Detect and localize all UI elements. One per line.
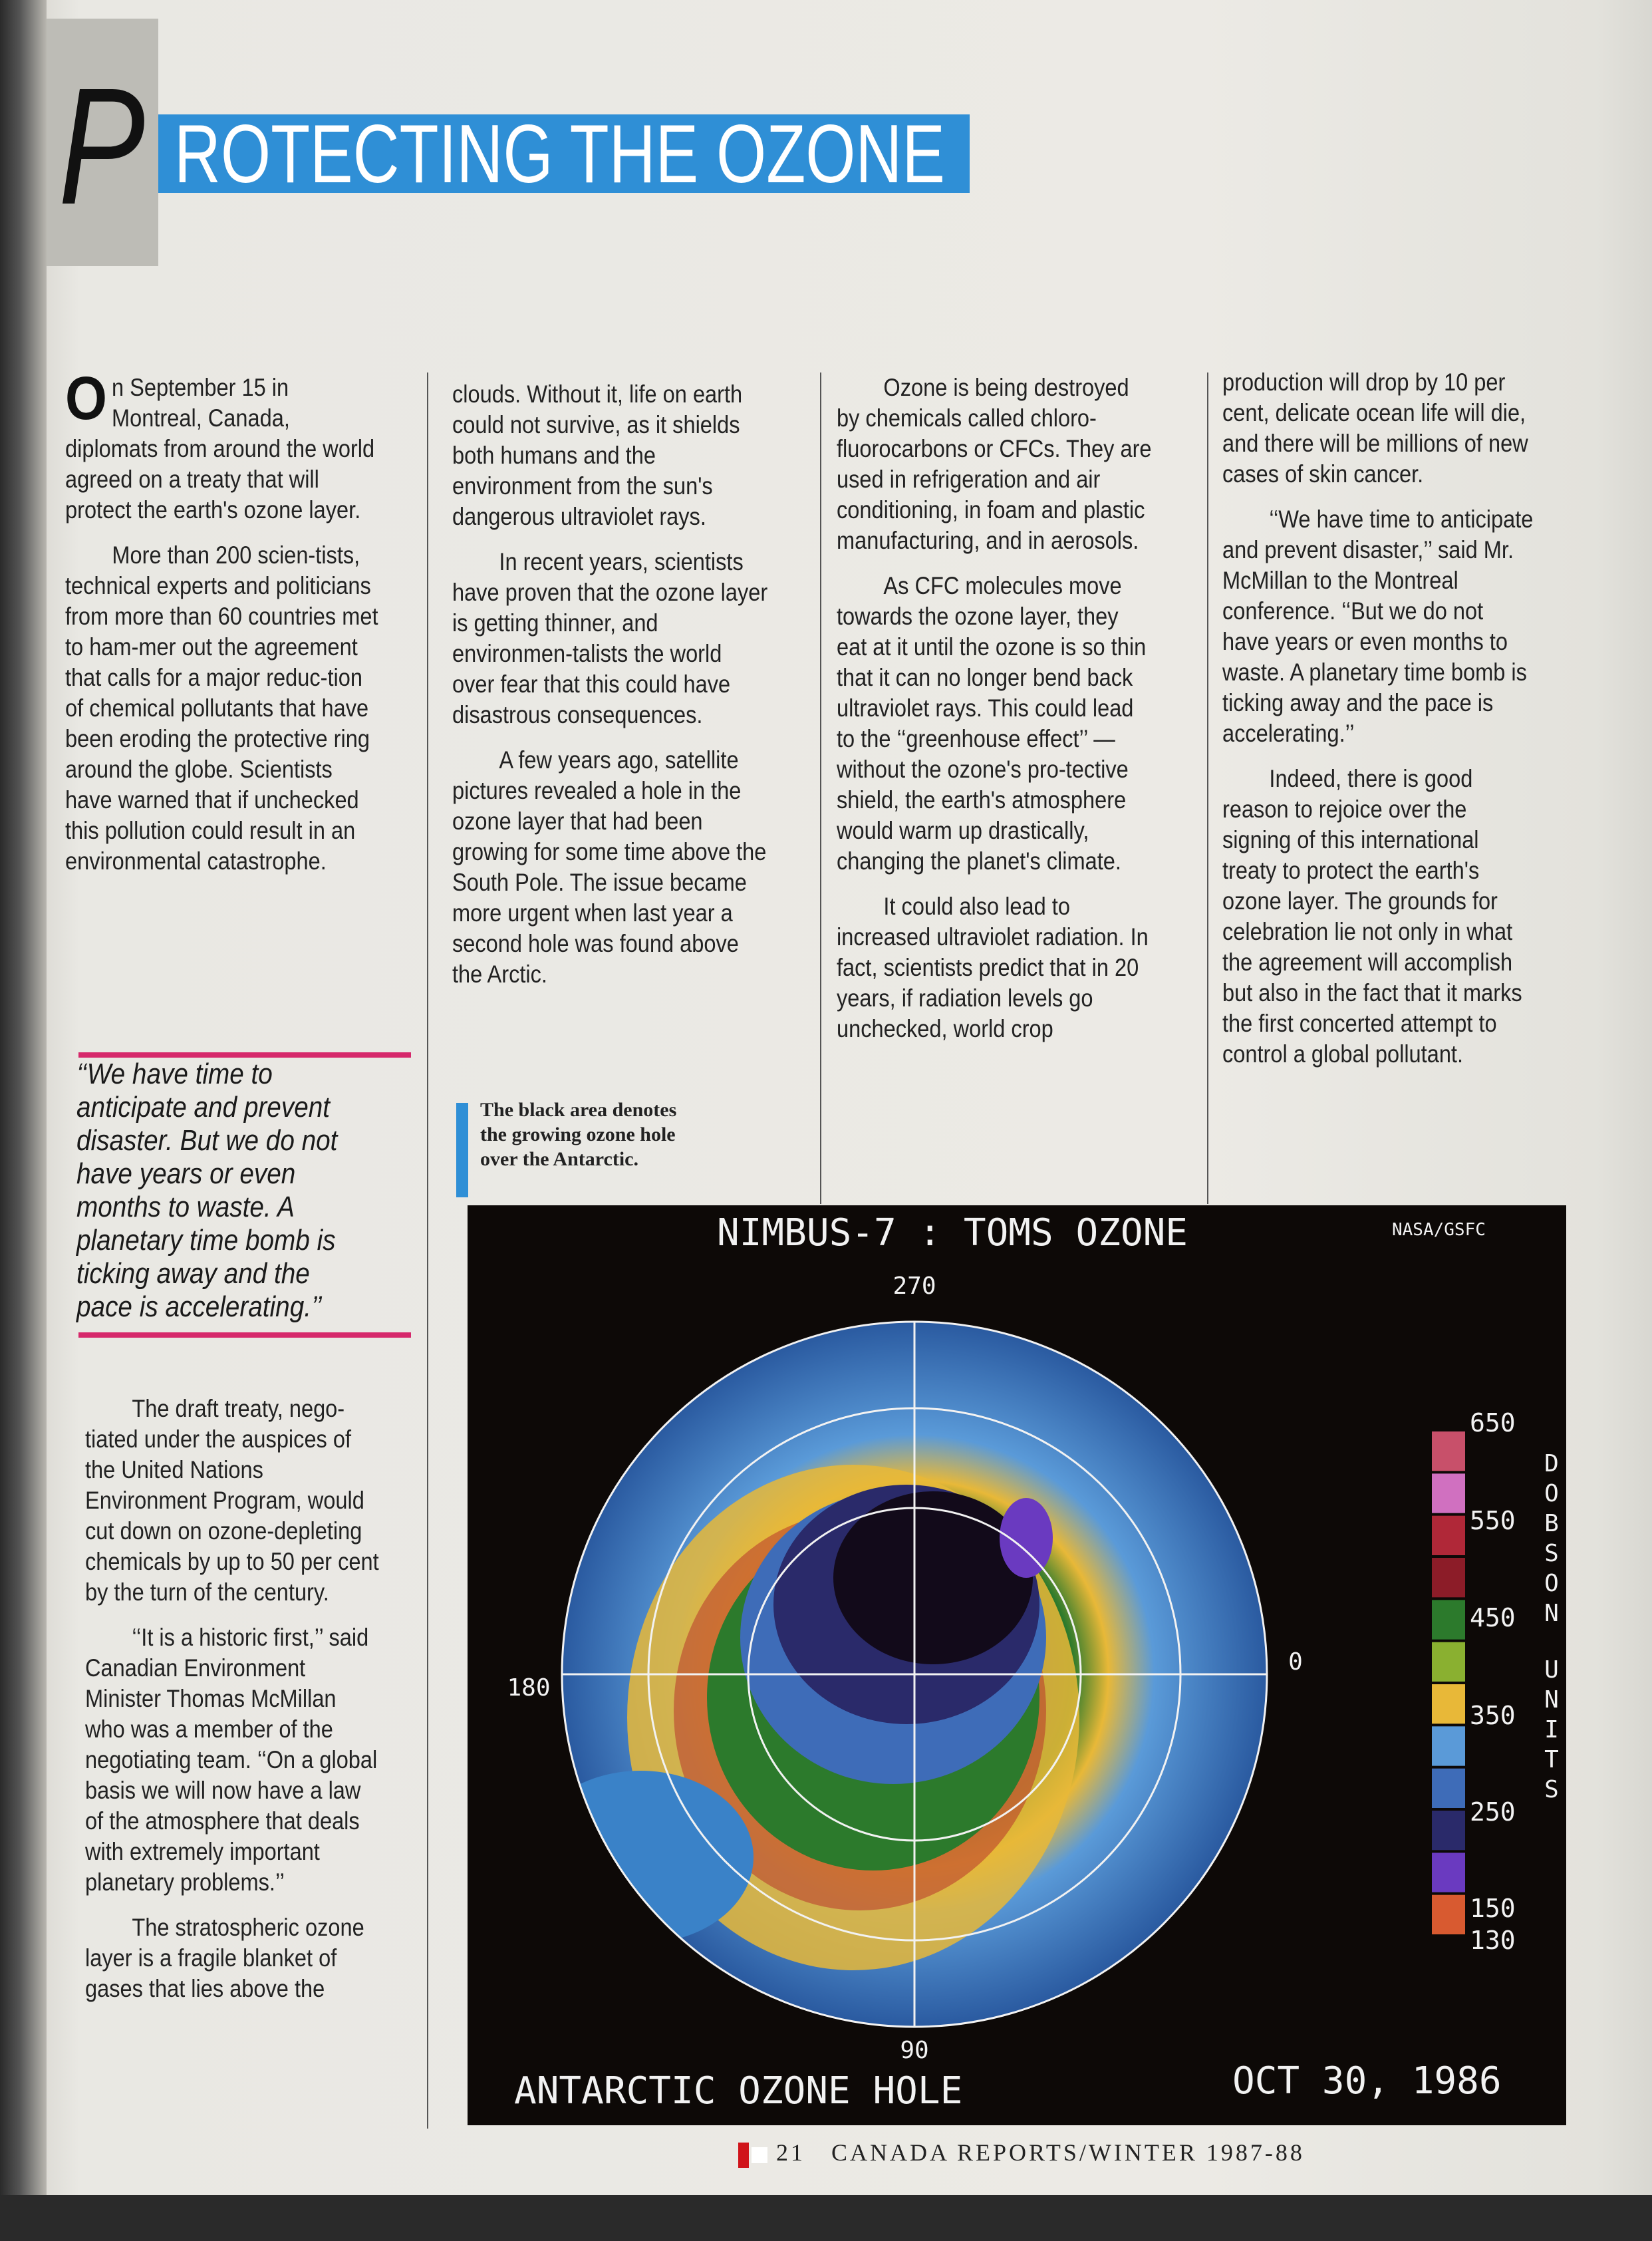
figure-caption-left: ANTARCTIC OZONE HOLE <box>514 2069 963 2113</box>
col4-paragraph-3: Indeed, there is good reason to rejoice over the signing of this international treaty to protect the earth's ozone layer. The grounds for celebration lie not only in what the agreement will accomplish but also in the fact that it marks the first concerted attempt to control a global pollutant. <box>1222 765 1522 1068</box>
column-1-top <box>65 365 378 891</box>
scale-tick-350: 350 <box>1470 1701 1516 1730</box>
col2-paragraph-3: A few years ago, satellite pictures revealed a hole in the ozone layer that had been growing for some time above the South Pole. The issue became more urgent when last year a second hole was found above the Arctic. <box>452 746 767 988</box>
scale-swatch <box>1432 1473 1465 1513</box>
scale-swatch <box>1432 1431 1465 1471</box>
column-divider-3 <box>1207 373 1208 1204</box>
ozone-satellite-image <box>468 1205 1566 2125</box>
scale-tick-550: 550 <box>1470 1506 1516 1535</box>
scale-tick-150: 150 <box>1470 1894 1516 1923</box>
page-title: ROTECTING THE OZONE <box>174 108 945 200</box>
footer-red-mark <box>738 2143 749 2168</box>
scale-tick-250: 250 <box>1470 1797 1516 1827</box>
scale-unit-label: D O B S O N U N I T S <box>1544 1450 1559 1803</box>
ozone-map-graphic <box>468 1205 1566 2125</box>
scale-tick-650: 650 <box>1470 1408 1516 1437</box>
col3-paragraph-2: As CFC molecules move towards the ozone layer, they eat at it until the ozone is so thin that it can no longer bend back ultraviolet rays. This could lead to the ‘‘greenhouse effect’’ — without the ozone's pro-tective shield, the earth's atmosphere would warm up drastically, changing the planet's climate. <box>837 572 1147 875</box>
col1-paragraph-1-text: n September 15 in Montreal, Canada, diplomats from around the world agreed on a treaty that will protect the earth's ozone layer. <box>65 374 375 523</box>
column-3 <box>837 373 1153 1059</box>
scale-swatch <box>1432 1726 1465 1765</box>
scale-swatch <box>1432 1811 1465 1850</box>
publication-name: CANADA REPORTS/WINTER 1987-88 <box>831 2139 1305 2166</box>
scale-swatch <box>1432 1895 1465 1934</box>
col4-paragraph-1: production will drop by 10 per cent, delicate ocean life will die, and there will be millions of new cases of skin cancer. <box>1222 369 1528 488</box>
binding-gutter <box>0 0 47 2241</box>
column-1-bottom <box>85 1394 380 2019</box>
col4-paragraph-2: ‘‘We have time to anticipate and prevent disaster,’’ said Mr. McMillan to the Montreal conference. ‘‘But we do not have years or even months to waste. A planetary time bomb is ticking away and the pace is accelerating.’’ <box>1222 506 1534 747</box>
column-divider-2 <box>820 373 821 1204</box>
ozone-hole-core <box>833 1491 1033 1664</box>
label-180: 180 <box>507 1674 551 1702</box>
title-initial: P <box>59 53 146 239</box>
column-4 <box>1222 367 1536 1084</box>
label-0: 0 <box>1288 1648 1303 1676</box>
pull-quote-rule-top <box>78 1052 411 1058</box>
pull-quote-rule-bottom <box>78 1332 411 1338</box>
col3-paragraph-1: Ozone is being destroyed by chemicals called chloro-fluorocarbons or CFCs. They are used in refrigeration and air conditioning, in foam and plastic manufacturing, and in aerosols. <box>837 374 1152 554</box>
column-divider-1 <box>427 373 428 2129</box>
col3-paragraph-3: It could also lead to increased ultraviolet radiation. In fact, scientists predict that in 20 years, if radiation levels go unchecked, world crop <box>837 893 1149 1042</box>
photo-caption: The black area denotes the growing ozone hole over the Antarctic. <box>480 1099 677 1170</box>
label-90: 90 <box>900 2037 929 2064</box>
col1-paragraph-2: More than 200 scien-tists, technical experts and politicians from more than 60 countries met to ham-mer out the agreement that calls for a major reduc-tion of chemical pollutants that have been eroding the protective ring around the globe. Scientists have warned that if unchecked this pollution could result in an environmental catastrophe. <box>65 541 378 875</box>
footer-white-mark <box>752 2147 767 2163</box>
scale-swatch <box>1432 1769 1465 1808</box>
col1-paragraph-4: ‘‘It is a historic first,’’ said Canadian Environment Minister Thomas McMillan who was a member of the negotiating team. ‘‘On a global basis we will now have a law of the atmosphere that deals with extremely important planetary problems.’’ <box>85 1624 378 1896</box>
col1-paragraph-1 <box>65 365 378 525</box>
scale-tick-130: 130 <box>1470 1926 1516 1955</box>
caption-accent-bar <box>456 1103 468 1197</box>
drop-cap: O <box>65 365 107 432</box>
col1-paragraph-3: The draft treaty, nego-tiated under the auspices of the United Nations Environment Program, would cut down on ozone-depleting chemicals by up to 50 per cent by the turn of the century. <box>85 1395 379 1606</box>
page-number: 21 <box>776 2139 805 2166</box>
scale-swatch <box>1432 1853 1465 1892</box>
scan-bottom-edge <box>0 2195 1652 2241</box>
figure-date: OCT 30, 1986 <box>1232 2059 1502 2103</box>
col1-paragraph-5: The stratospheric ozone layer is a fragile blanket of gases that lies above the <box>85 1914 364 2002</box>
blue-patch <box>527 1771 754 1944</box>
col2-paragraph-1: clouds. Without it, life on earth could not survive, as it shields both humans and the environment from the sun's dangerous ultraviolet rays. <box>452 380 743 530</box>
purple-patch <box>1000 1498 1053 1578</box>
scale-swatch <box>1432 1600 1465 1639</box>
label-270: 270 <box>893 1272 936 1300</box>
figure-credit: NASA/GSFC <box>1392 1220 1486 1240</box>
page-footer <box>738 2139 1305 2168</box>
scale-swatch <box>1432 1558 1465 1597</box>
color-scale <box>1432 1431 1465 1934</box>
pull-quote: ‘‘We have time to anticipate and prevent disaster. But we do not have years or even months to waste. A planetary time bomb is ticking away and the pace is accelerating.’’ <box>76 1058 338 1323</box>
column-2 <box>452 379 768 1004</box>
scale-swatch <box>1432 1642 1465 1682</box>
col2-paragraph-2: In recent years, scientists have proven that the ozone layer is getting thinner, and environmen-talists the world over fear that this could have disastrous consequences. <box>452 548 768 728</box>
scale-swatch <box>1432 1516 1465 1555</box>
scale-tick-450: 450 <box>1470 1603 1516 1632</box>
figure-title: NIMBUS-7 : TOMS OZONE <box>717 1211 1188 1255</box>
scale-swatch <box>1432 1684 1465 1723</box>
